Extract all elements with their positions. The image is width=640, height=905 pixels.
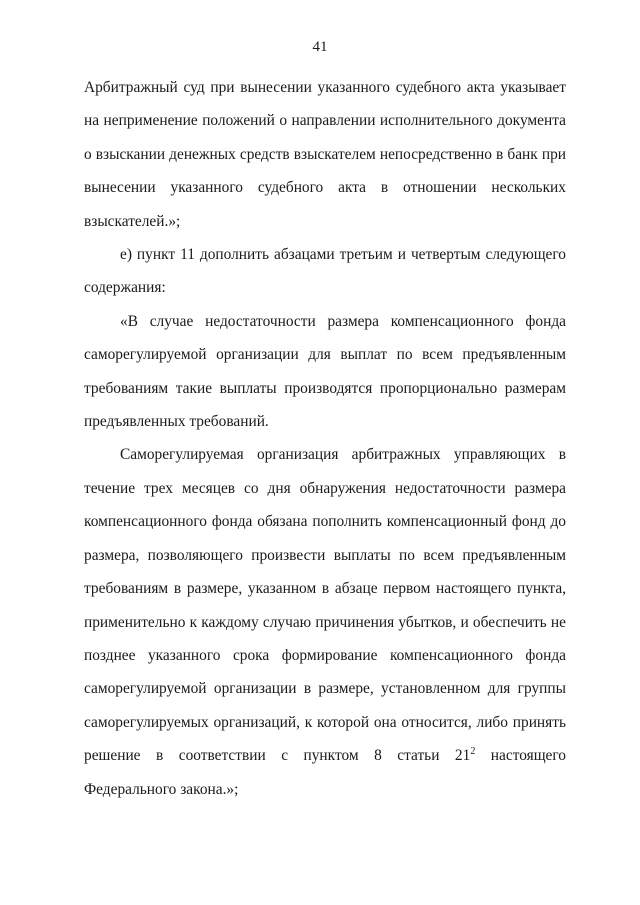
paragraph-replenish-fund-main: Саморегулируемая организация арбитражных управляющих в течение трех месяцев со дня обнаружения недостаточности размера компенсационного фонда обязана пополнить компенсационный фонд до размера, позволяющего произвести выплаты по всем предъявленным требованиям в размере, указанном в абзаце первом настоящего пункта, применительно к каждому случаю причинения убытков, и обеспечить не позднее указанного срока формирование компенсационного фонда саморегулируемой организации в размере, установленном для группы саморегулируемых организаций, к которой она относится, либо принять решение в соответствии с пунктом 8 статьи 21 xyxy=(84,446,566,765)
paragraph-insufficient-fund: «В случае недостаточности размера компенсационного фонда саморегулируемой организации для выплат по всем предъявленным требованиям такие выплаты производятся пропорционально размерам предъявленных требований. xyxy=(84,312,566,431)
paragraph-replenish-fund-tail: настоящего Федерального закона.»; xyxy=(84,747,567,798)
article-superscript: 2 xyxy=(470,746,476,758)
page-number: 41 xyxy=(312,39,328,55)
paragraph-court-act: Арбитражный суд при вынесении указанного судебного акта указывает на неприменение положений о направлении исполнительного документа о взыскании денежных средств взыскателем непосредственно в банк при вынесении указанного судебного акта в отношении нескольких взыскателей.»; xyxy=(84,79,566,230)
paragraph-item-e: е) пункт 11 дополнить абзацами третьим и четвертым следующего содержания: xyxy=(84,246,566,297)
paragraph-replenish-fund xyxy=(84,438,566,805)
document-body xyxy=(84,71,566,806)
